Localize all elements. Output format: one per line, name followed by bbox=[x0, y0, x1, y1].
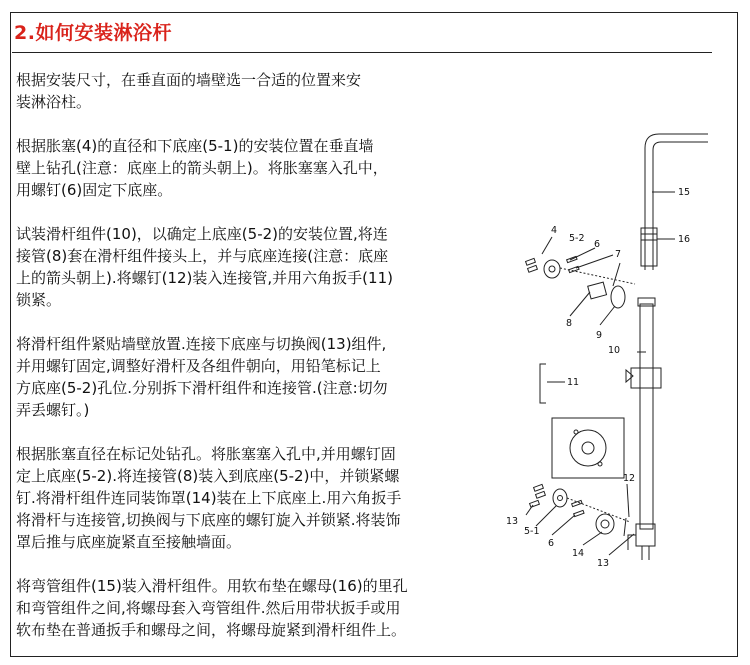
hex-key bbox=[540, 364, 546, 403]
paragraph-1: 根据安装尺寸，在垂直面的墙壁选一合适的位置来安 装淋浴柱。 bbox=[16, 71, 362, 111]
label-15: 15 bbox=[678, 187, 691, 198]
wall-plate-inset bbox=[552, 418, 624, 478]
label-7: 7 bbox=[615, 249, 622, 260]
paragraph-5: 根据胀塞直径在标记处钻孔。将胀塞塞入孔中,并用螺钉固 定上底座(5-2).将连接管(8)装入到底座(5-2)中，并锁紧螺 钉.将滑杆组件连同装饰罩(14)装在上下底座上.用六角扳手 将滑杆与连接管,切换阀与下底座的螺钉旋入并锁紧.将装饰 罩后推与底座旋紧直至接触墙面。 bbox=[16, 445, 402, 551]
shower-rail-diagram bbox=[490, 120, 715, 590]
label-16: 16 bbox=[678, 234, 691, 245]
paragraph-3: 试装滑杆组件(10)，以确定上底座(5-2)的安装位置,将连 接管(8)套在滑杆组件接头上，并与底座连接(注意：底座 上的箭头朝上).将螺钉(12)装入连接管,并用六角扳手(11) 锁紧。 bbox=[16, 225, 393, 309]
title-divider bbox=[12, 52, 712, 53]
label-13-left: 13 bbox=[506, 516, 519, 527]
label-4: 4 bbox=[551, 225, 558, 236]
diverter-valve bbox=[636, 524, 655, 546]
label-10: 10 bbox=[608, 345, 621, 356]
lower-base bbox=[553, 489, 567, 507]
label-5-2: 5-2 bbox=[569, 233, 585, 244]
label-13-bottom: 13 bbox=[597, 558, 610, 569]
label-8: 8 bbox=[566, 318, 573, 329]
label-9: 9 bbox=[596, 330, 603, 341]
section-title: 2.如何安装淋浴杆 bbox=[14, 22, 172, 44]
bent-pipe bbox=[645, 134, 708, 270]
label-6-upper: 6 bbox=[594, 239, 601, 250]
instructions bbox=[16, 69, 476, 663]
label-5-1: 5-1 bbox=[524, 526, 540, 537]
sliding-rail bbox=[640, 304, 653, 529]
label-6-lower: 6 bbox=[548, 538, 555, 549]
label-12: 12 bbox=[623, 473, 636, 484]
label-11: 11 bbox=[567, 377, 580, 388]
label-14: 14 bbox=[572, 548, 585, 559]
upper-base bbox=[544, 260, 560, 278]
paragraph-6: 将弯管组件(15)装入滑杆组件。用软布垫在螺母(16)的里孔 和弯管组件之间,将螺母套入弯管组件.然后用带状扳手或用 软布垫在普通扳手和螺母之间，将螺母旋紧到滑杆组件上。 bbox=[16, 577, 408, 639]
paragraph-2: 根据胀塞(4)的直径和下底座(5-1)的安装位置在垂直墙 壁上钻孔(注意：底座上的箭头朝上)。将胀塞塞入孔中， 用螺钉(6)固定下底座。 bbox=[16, 137, 388, 199]
paragraph-4: 将滑杆组件紧贴墙壁放置.连接下底座与切换阀(13)组件, 并用螺钉固定,调整好滑杆及各组件朝向，用铅笔标记上 方底座(5-2)孔位.分别拆下滑杆组件和连接管.(注意:切勿 弄丢螺钉。) bbox=[16, 335, 388, 419]
connector-pipe bbox=[588, 282, 607, 299]
slider-holder bbox=[631, 368, 661, 388]
decorative-cover bbox=[596, 514, 614, 534]
